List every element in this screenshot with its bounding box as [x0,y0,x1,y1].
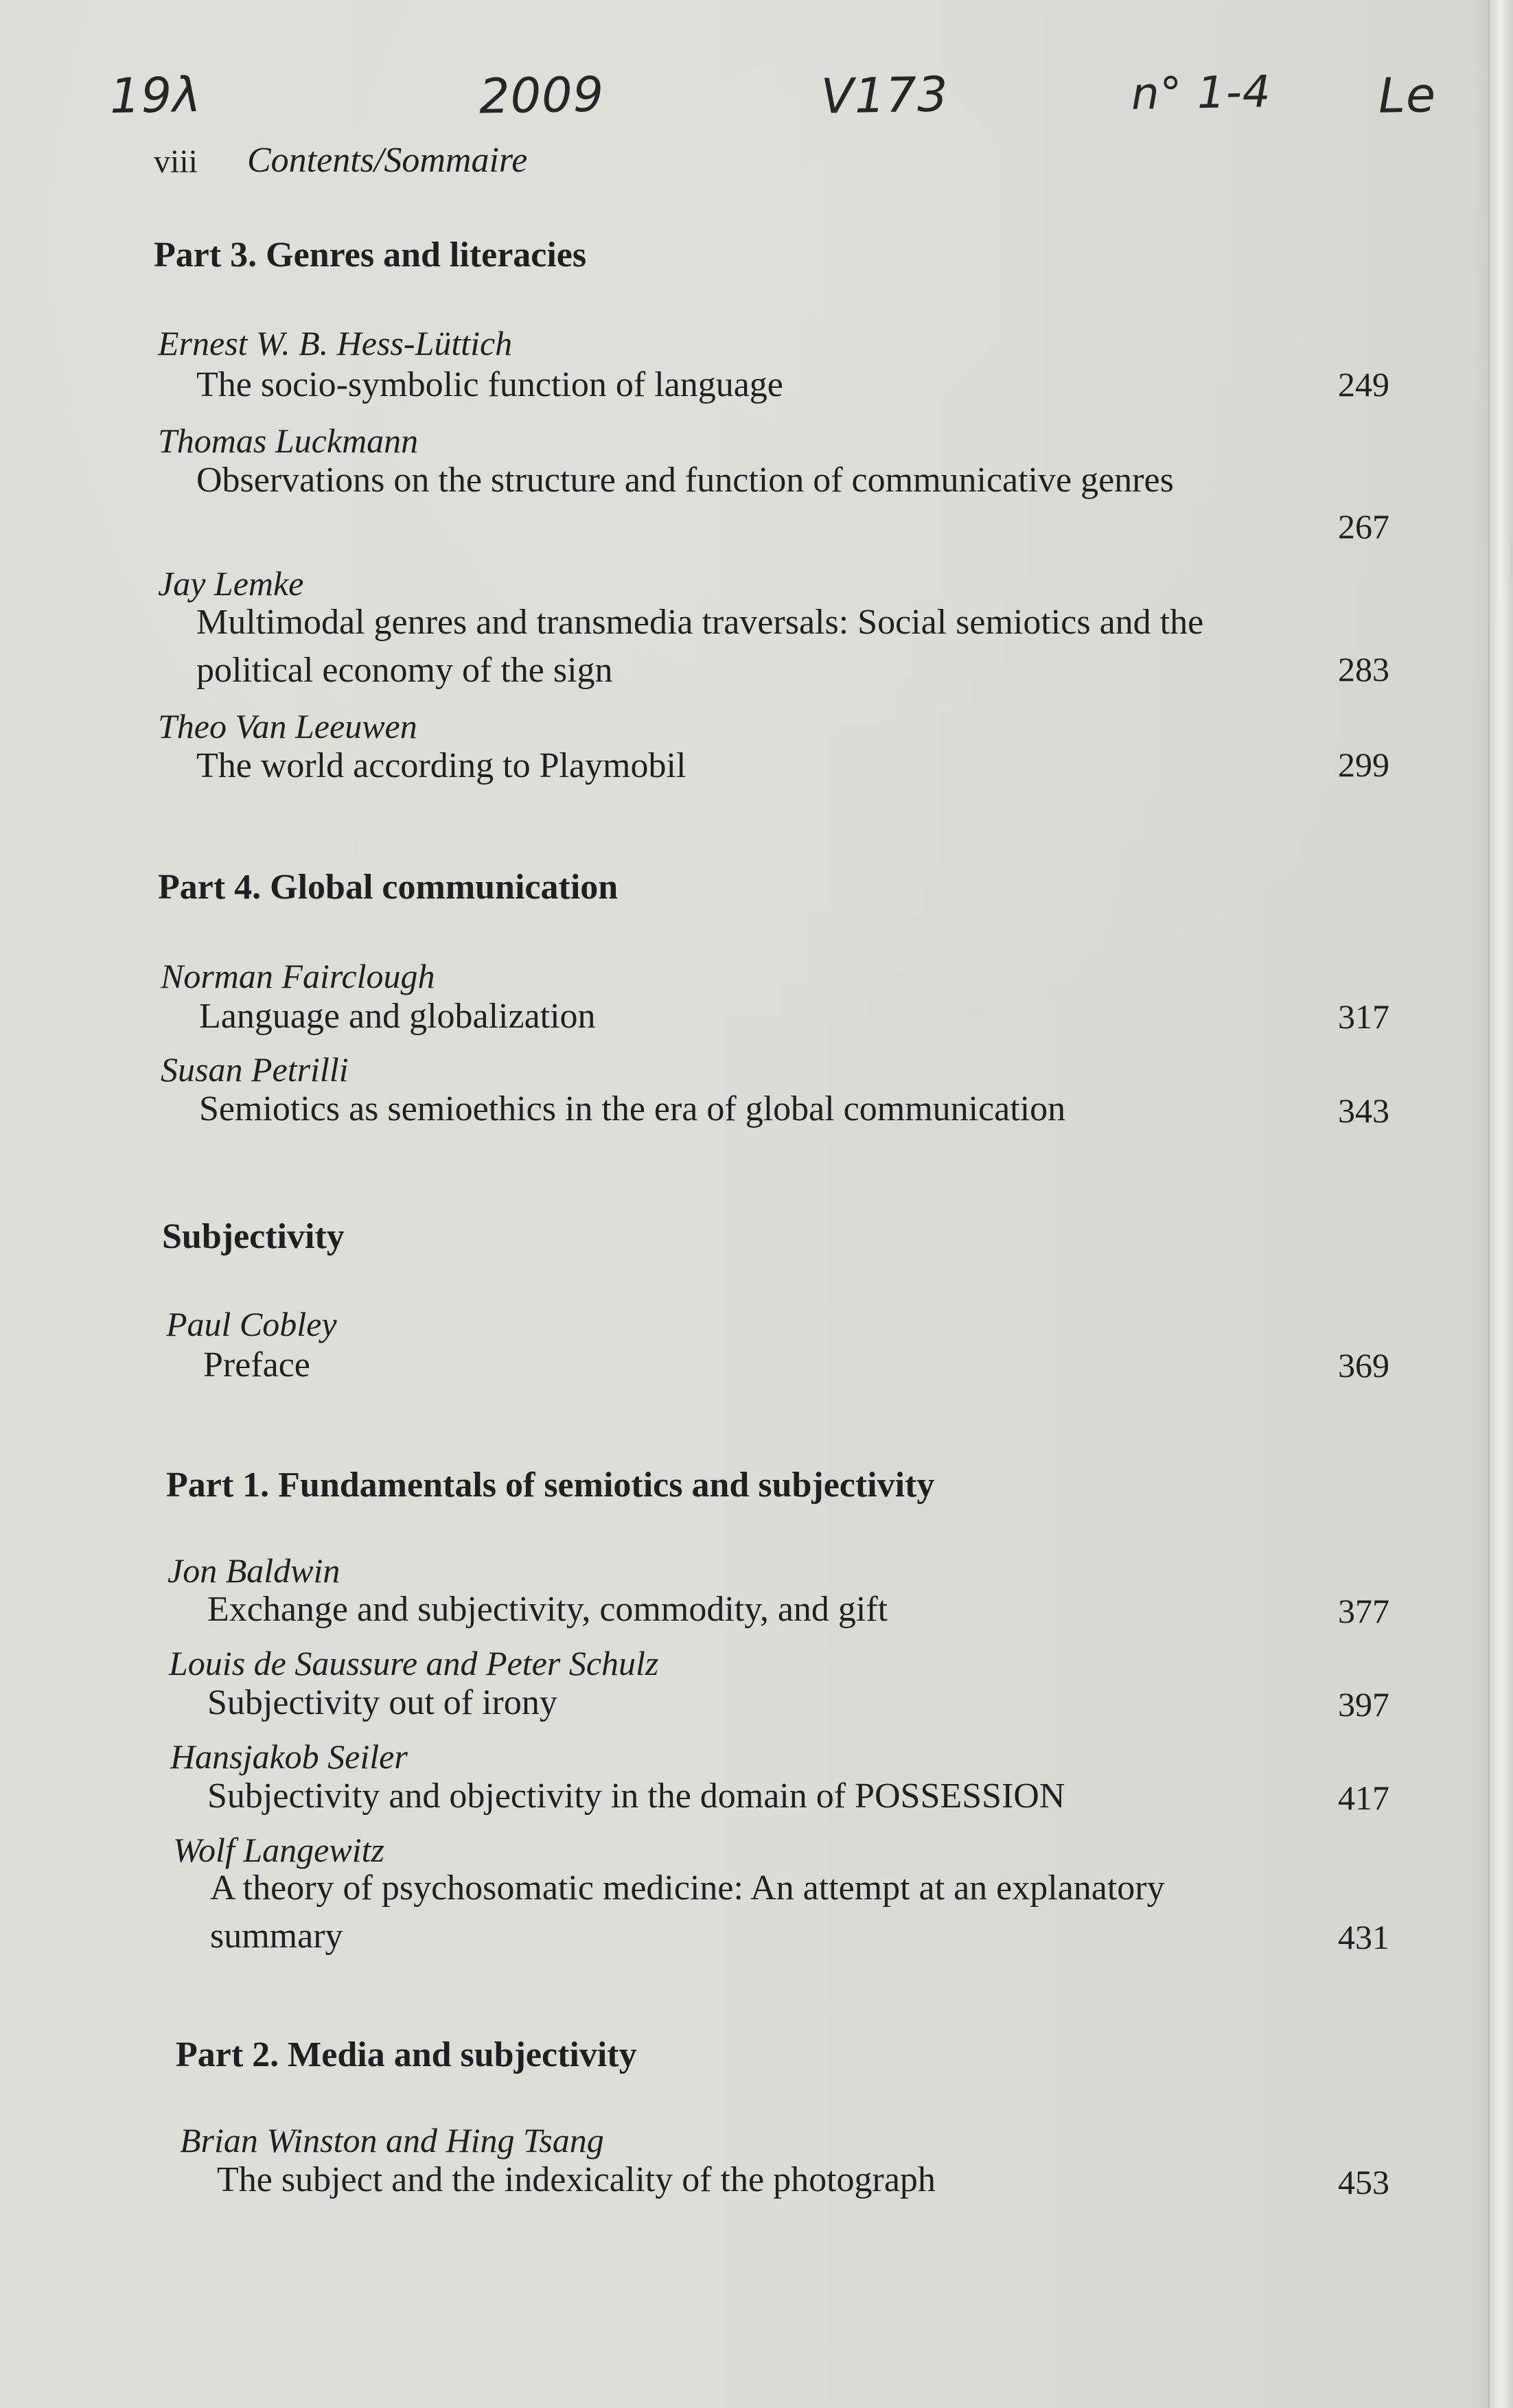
part-3-entry-3-page: 283 [1338,650,1389,688]
part-3-title: Part 3. Genres and literacies [154,235,587,275]
part-3-entry-2-title: Observations on the structure and function of communicative genres [196,461,1174,500]
part-1-entry-4-author: Wolf Langewitz [173,1831,384,1869]
handwritten-annotation-1: 19λ [109,66,203,125]
running-head-title: Contents/Sommaire [247,141,528,180]
part-1-entry-1-page: 377 [1338,1592,1389,1630]
part-3-entry-1-author: Ernest W. B. Hess-Lüttich [158,324,513,362]
part-1-entry-1-author: Jon Baldwin [168,1551,340,1590]
part-1-entry-2-page: 397 [1338,1685,1389,1724]
part-4-entry-2-author: Susan Petrilli [161,1050,349,1089]
subjectivity-entry-1-author: Paul Cobley [166,1305,337,1343]
part-4-entry-2-title: Semiotics as semioethics in the era of global communication [199,1089,1066,1128]
part-3-entry-3-title: Multimodal genres and transmedia traversals: Social semiotics and the political economy of the sign [196,603,1204,691]
part-1-entry-4-page: 431 [1338,1918,1389,1956]
part-1-title: Part 1. Fundamentals of semiotics and subjectivity [166,1466,935,1505]
part-1-entry-2-title: Subjectivity out of irony [207,1683,557,1722]
part-1-entry-4-title: A theory of psychosomatic medicine: An attempt at an explanatory summary [210,1868,1165,1956]
part-3-entry-4-author: Theo Van Leeuwen [158,707,417,745]
part-1-entry-3-page: 417 [1338,1779,1389,1817]
part-3-entry-1-page: 249 [1338,365,1389,404]
handwritten-annotation-2: 2009 [478,66,605,125]
page-number: viii [154,143,198,180]
part-3-entry-4-title: The world according to Playmobil [196,746,686,785]
part-4-entry-1-title: Language and globalization [199,997,596,1036]
part-3-entry-2-page: 267 [1338,507,1389,546]
part-3-entry-3-author: Jay Lemke [158,564,304,603]
part-3-entry-2-author: Thomas Luckmann [158,421,419,460]
part-2-entry-1-page: 453 [1338,2163,1389,2201]
part-4-entry-1-page: 317 [1338,997,1389,1036]
handwritten-annotation-3: V173 [820,66,949,125]
part-3-entry-1-title: The socio-symbolic function of language [196,365,783,404]
part-4-entry-2-page: 343 [1338,1091,1389,1130]
part-2-title: Part 2. Media and subjectivity [176,2035,637,2074]
part-1-entry-3-author: Hansjakob Seiler [170,1737,408,1776]
handwritten-annotation-5: Le [1378,67,1437,124]
part-1-entry-2-author: Louis de Saussure and Peter Schulz [169,1644,659,1682]
subjectivity-entry-1-title: Preface [203,1345,310,1385]
part-4-entry-1-author: Norman Fairclough [161,957,435,995]
subjectivity-entry-1-page: 369 [1338,1346,1389,1385]
part-4-title: Part 4. Global communication [158,868,619,907]
handwritten-annotation-4: n° 1-4 [1131,67,1272,120]
part-1-entry-1-title: Exchange and subjectivity, commodity, and gift [207,1590,888,1629]
subjectivity-title: Subjectivity [162,1217,345,1256]
part-3-entry-4-page: 299 [1338,745,1389,784]
part-1-entry-3-title: Subjectivity and objectivity in the domain of POSSESSION [207,1776,1065,1816]
part-2-entry-1-title: The subject and the indexicality of the photograph [217,2160,936,2199]
part-2-entry-1-author: Brian Winston and Hing Tsang [180,2121,604,2160]
